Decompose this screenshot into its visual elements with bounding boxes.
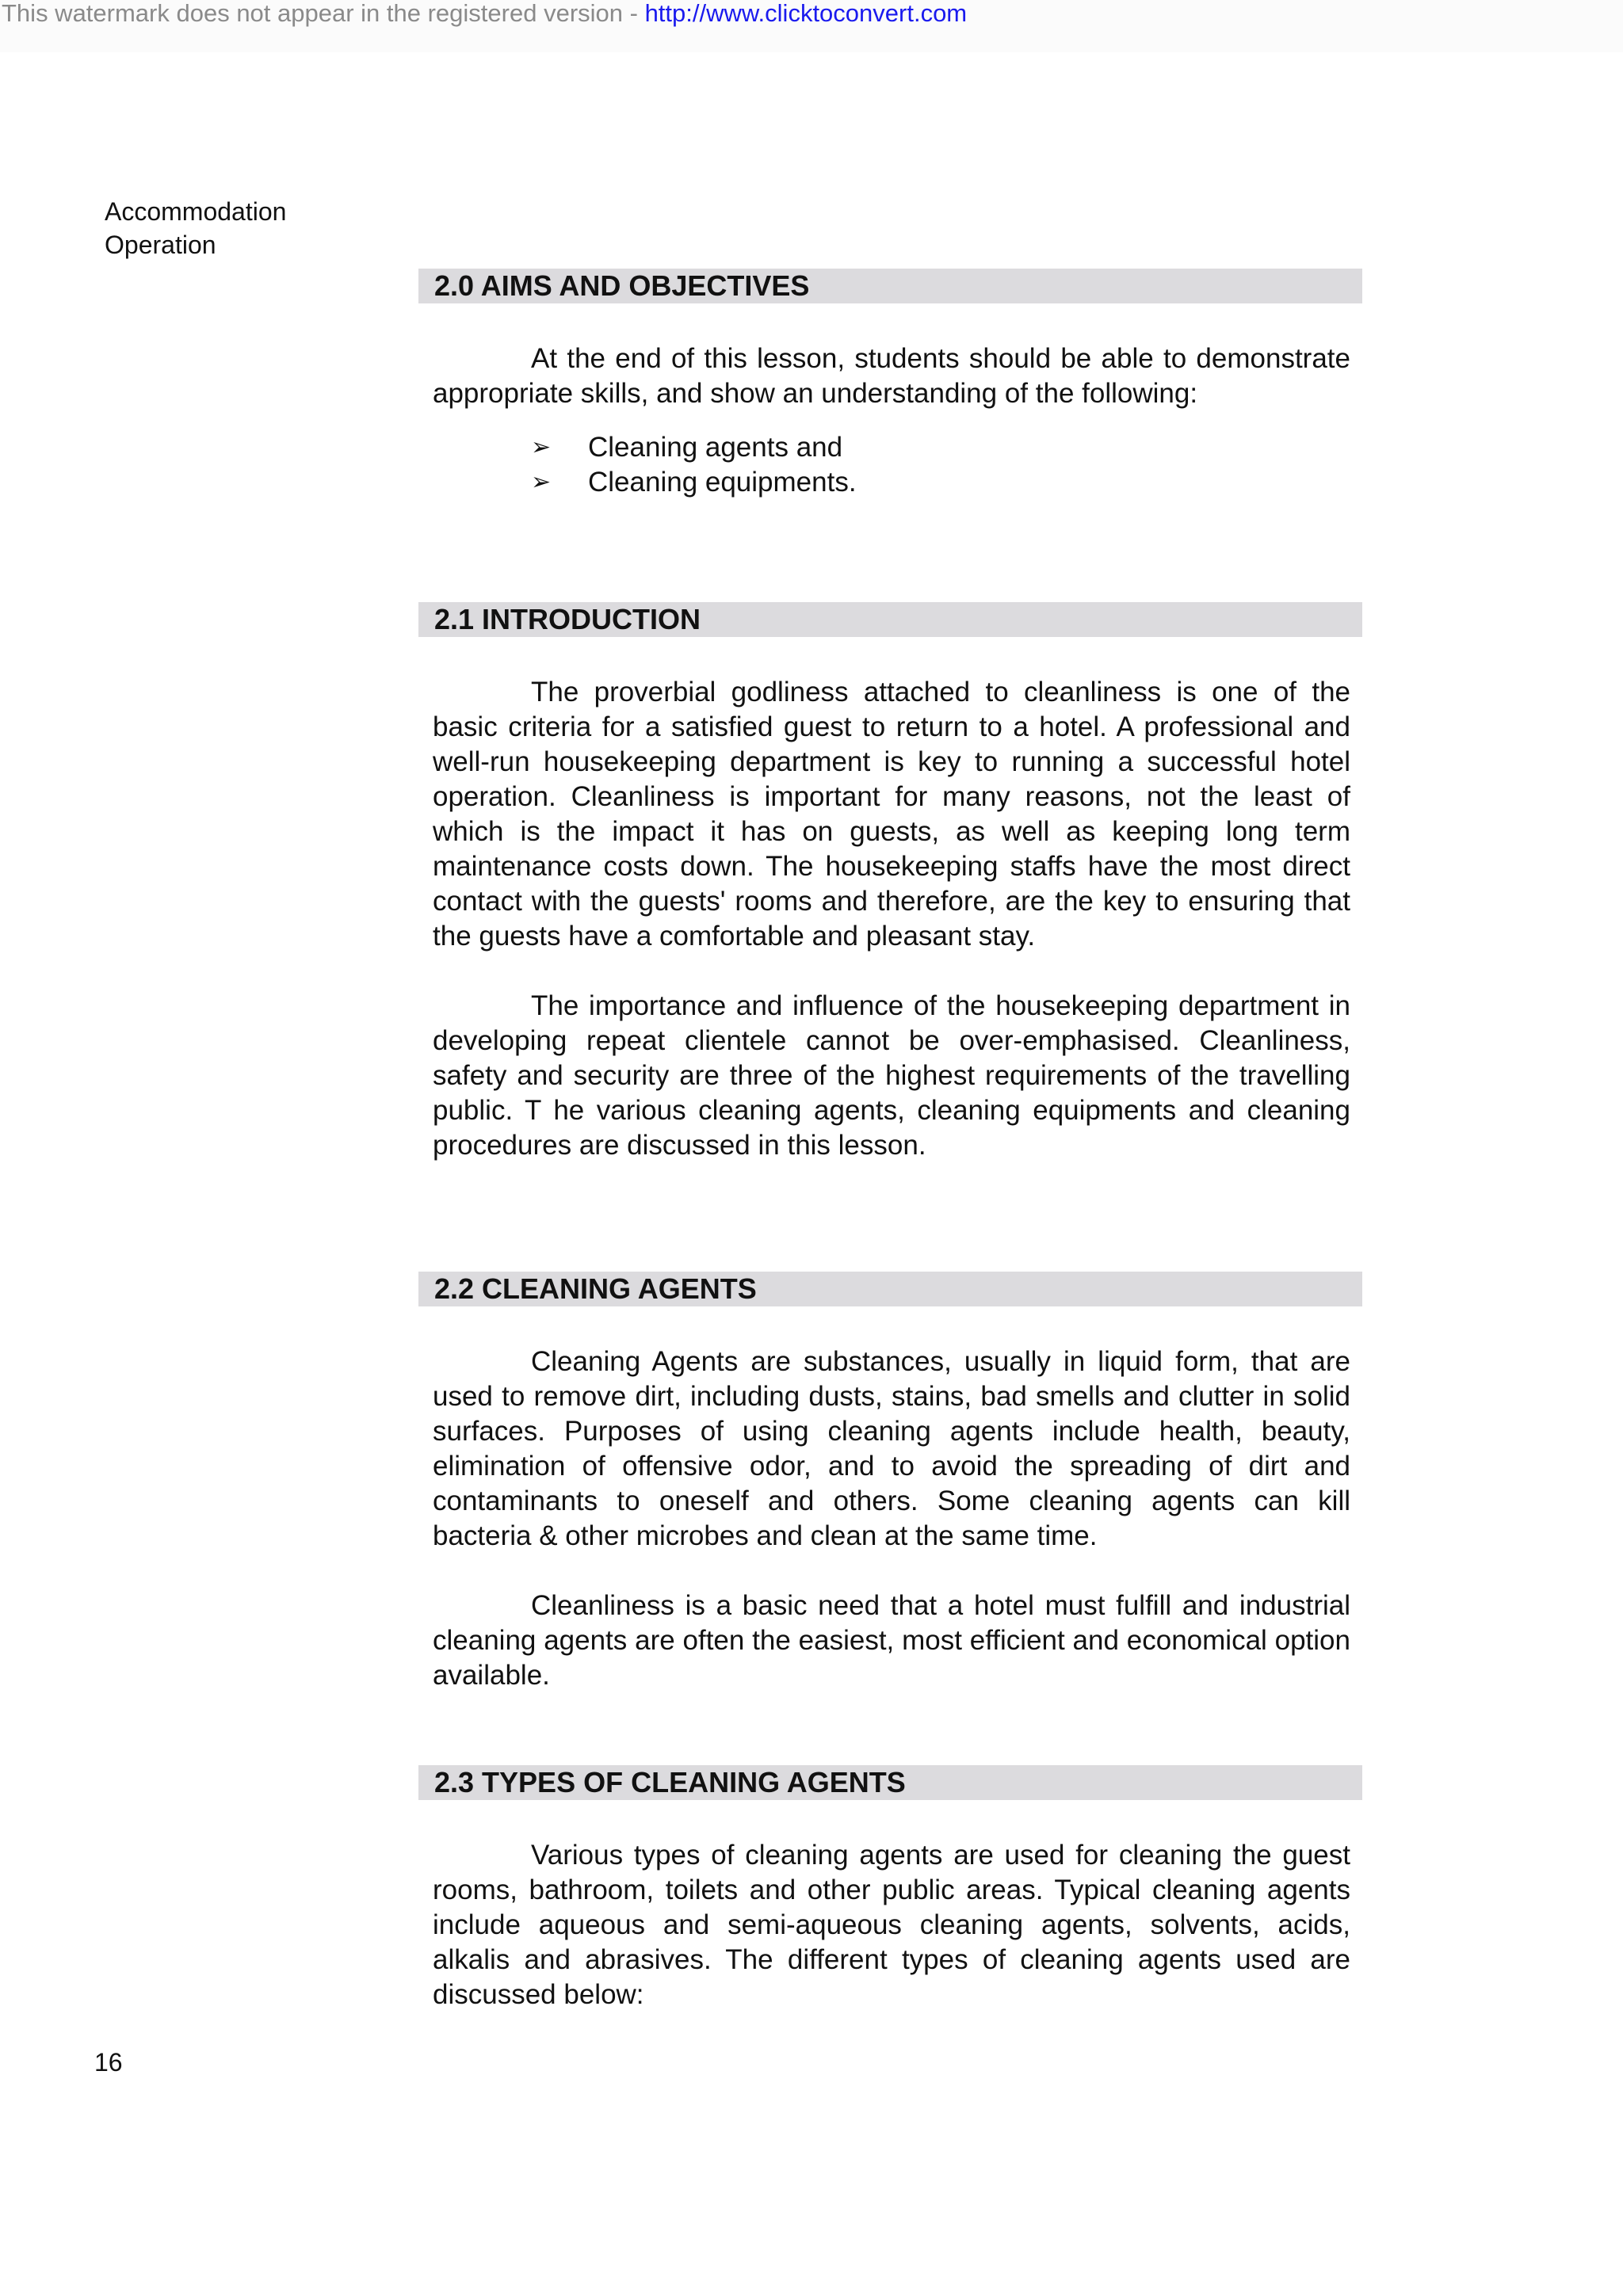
list-item: [433, 430, 1350, 465]
running-header: [105, 195, 286, 261]
section-body: [418, 303, 1362, 500]
section-heading: 2.3 TYPES OF CLEANING AGENTS: [418, 1765, 1362, 1800]
paragraph: Cleaning Agents are substances, usually in liquid form, that are used to remove dirt, including dusts, stains, bad smells and clutter in solid surfaces. Purposes of using cleaning agents include health, beauty, elimination of offensive odor, and to avoid the spreading of dirt and contaminants to oneself and others. Some cleaning agents can kill bacteria & other microbes and clean at the same time.: [433, 1346, 1350, 1551]
section-body: [418, 637, 1362, 1163]
section-body: [418, 1306, 1362, 1693]
watermark-link[interactable]: http://www.clicktoconvert.com: [644, 0, 968, 27]
watermark-banner: [0, 0, 1623, 52]
section-body: [418, 1800, 1362, 2012]
objectives-list: [433, 430, 1350, 500]
list-item-text: Cleaning agents and: [588, 432, 843, 463]
section-heading: 2.0 AIMS AND OBJECTIVES: [418, 269, 1362, 303]
list-item: [433, 465, 1350, 500]
paragraph: Cleanliness is a basic need that a hotel must fulfill and industrial cleaning agents are often the easiest, most efficient and economical option available.: [433, 1590, 1350, 1691]
section-aims-objectives: [418, 269, 1362, 602]
section-heading: 2.2 CLEANING AGENTS: [418, 1272, 1362, 1306]
section-heading: 2.1 INTRODUCTION: [418, 602, 1362, 637]
section-introduction: [418, 602, 1362, 1272]
main-content: [418, 269, 1362, 2012]
arrow-bullet-icon: ➢: [531, 469, 552, 495]
section-cleaning-agents: [418, 1272, 1362, 1765]
arrow-bullet-icon: ➢: [531, 434, 552, 460]
section-types-of-cleaning-agents: [418, 1765, 1362, 2012]
paragraph: At the end of this lesson, students should be able to demonstrate appropriate skills, and show an understanding of the following:: [433, 343, 1350, 409]
list-item-text: Cleaning equipments.: [588, 467, 857, 498]
watermark-text: This watermark does not appear in the registered version -: [2, 0, 645, 27]
header-title-line1: Accommodation: [105, 197, 287, 226]
page-number: 16: [94, 2048, 123, 2077]
paragraph: The proverbial godliness attached to cleanliness is one of the basic criteria for a satisfied guest to return to a hotel. A professional and well-run housekeeping department is key to running a successful hotel operation. Cleanliness is important for many reasons, not the least of which is the impact it has on guests, as well as keeping long term maintenance costs down. The housekeeping staffs have the most direct contact with the guests' rooms and therefore, are the key to ensuring that the guests have a comfortable and pleasant stay.: [433, 677, 1350, 952]
paragraph: Various types of cleaning agents are used for cleaning the guest rooms, bathroom, toilets and other public areas. Typical cleaning agents include aqueous and semi-aqueous cleaning agents, solvents, acids, alkalis and abrasives. The different types of cleaning agents used are discussed below:: [433, 1840, 1350, 2010]
paragraph: The importance and influence of the housekeeping department in developing repeat clientele cannot be over-emphasised. Cleanliness, safety and security are three of the highest requirements of the travelling public. T he various cleaning agents, cleaning equipments and cleaning procedures are discussed in this lesson.: [433, 990, 1350, 1161]
header-title-line2: Operation: [105, 231, 216, 259]
